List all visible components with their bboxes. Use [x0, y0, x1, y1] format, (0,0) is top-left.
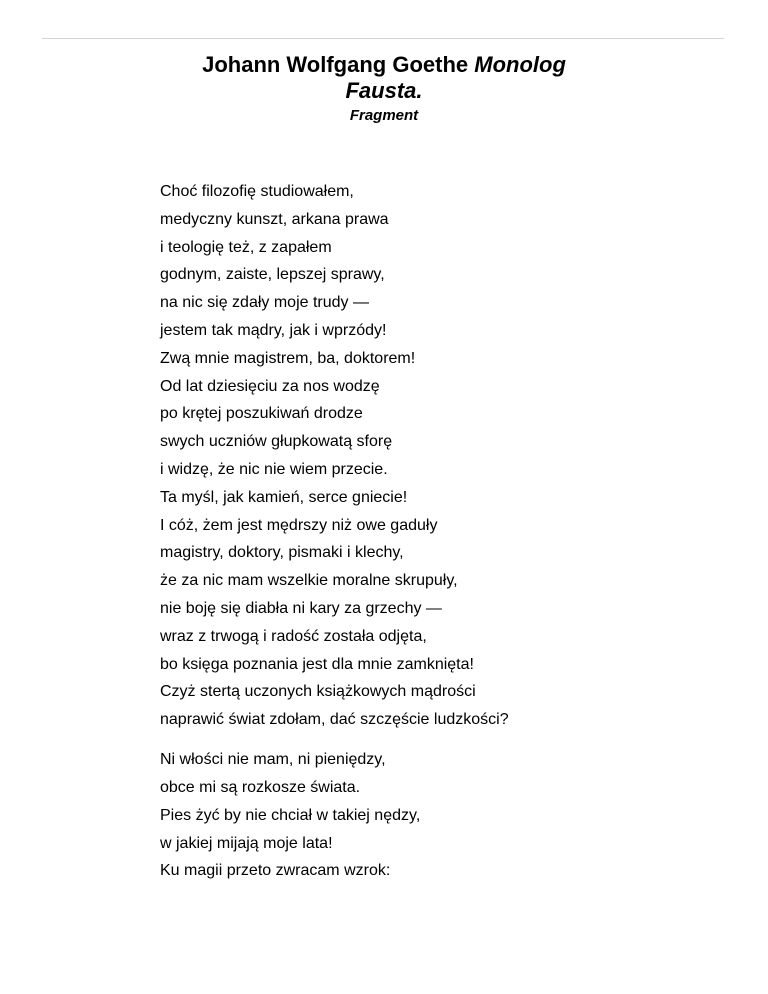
- poem-line: jestem tak mądry, jak i wprzódy!: [160, 321, 387, 339]
- poem-line: obce mi są rozkosze świata.: [160, 778, 361, 796]
- poem-body: [160, 182, 509, 889]
- poem-line: Ta myśl, jak kamień, serce gniecie!: [160, 488, 408, 506]
- poem-line: swych uczniów głupkowatą sforę: [160, 433, 393, 451]
- poem-line: na nic się zdały moje trudy —: [160, 294, 369, 312]
- poem-line: I cóż, żem jest mędrszy niż owe gaduły: [160, 516, 438, 534]
- poem-line: Od lat dziesięciu za nos wodzę: [160, 377, 380, 395]
- poem-line: medyczny kunszt, arkana prawa: [160, 210, 389, 228]
- stanza-1: [160, 182, 509, 730]
- title-work-part2-text: Fausta.: [345, 78, 423, 103]
- document-title: [0, 52, 768, 78]
- poem-line: Ku magii przeto zwracam wzrok:: [160, 862, 391, 880]
- poem-line: nie boję się diabła ni kary za grzechy —: [160, 599, 442, 617]
- poem-line: magistry, doktory, pismaki i klechy,: [160, 544, 404, 562]
- poem-line: Ni włości nie mam, ni pieniędzy,: [160, 751, 386, 769]
- poem-line: Choć filozofię studiowałem,: [160, 183, 354, 200]
- poem-line: naprawić świat zdołam, dać szczęście ludzkości?: [160, 711, 509, 729]
- poem-line: bo księga poznania jest dla mnie zamknięta!: [160, 655, 474, 673]
- poem-line: i widzę, że nic nie wiem przecie.: [160, 460, 388, 478]
- title-block: [0, 52, 768, 126]
- title-work-part1: Monolog: [474, 52, 566, 77]
- poem-line: po krętej poszukiwań drodze: [160, 405, 363, 423]
- top-divider: [42, 38, 724, 39]
- poem-line: w jakiej mijają moje lata!: [160, 834, 333, 852]
- poem-line: Pies żyć by nie chciał w takiej nędzy,: [160, 806, 421, 824]
- poem-line: i teologię też, z zapałem: [160, 238, 332, 256]
- poem-line: wraz z trwogą i radość została odjęta,: [160, 627, 427, 645]
- title-author: Johann Wolfgang Goethe: [202, 52, 469, 77]
- poem-line: że za nic mam wszelkie moralne skrupuły,: [160, 572, 458, 590]
- document-subtitle: Fragment: [349, 107, 419, 124]
- stanza-2: [160, 750, 509, 881]
- poem-line: godnym, zaiste, lepszej sprawy,: [160, 266, 385, 284]
- title-work-part2: [0, 78, 768, 104]
- poem-line: Zwą mnie magistrem, ba, doktorem!: [160, 349, 416, 367]
- poem-line: Czyż stertą uczonych książkowych mądrości: [160, 683, 476, 701]
